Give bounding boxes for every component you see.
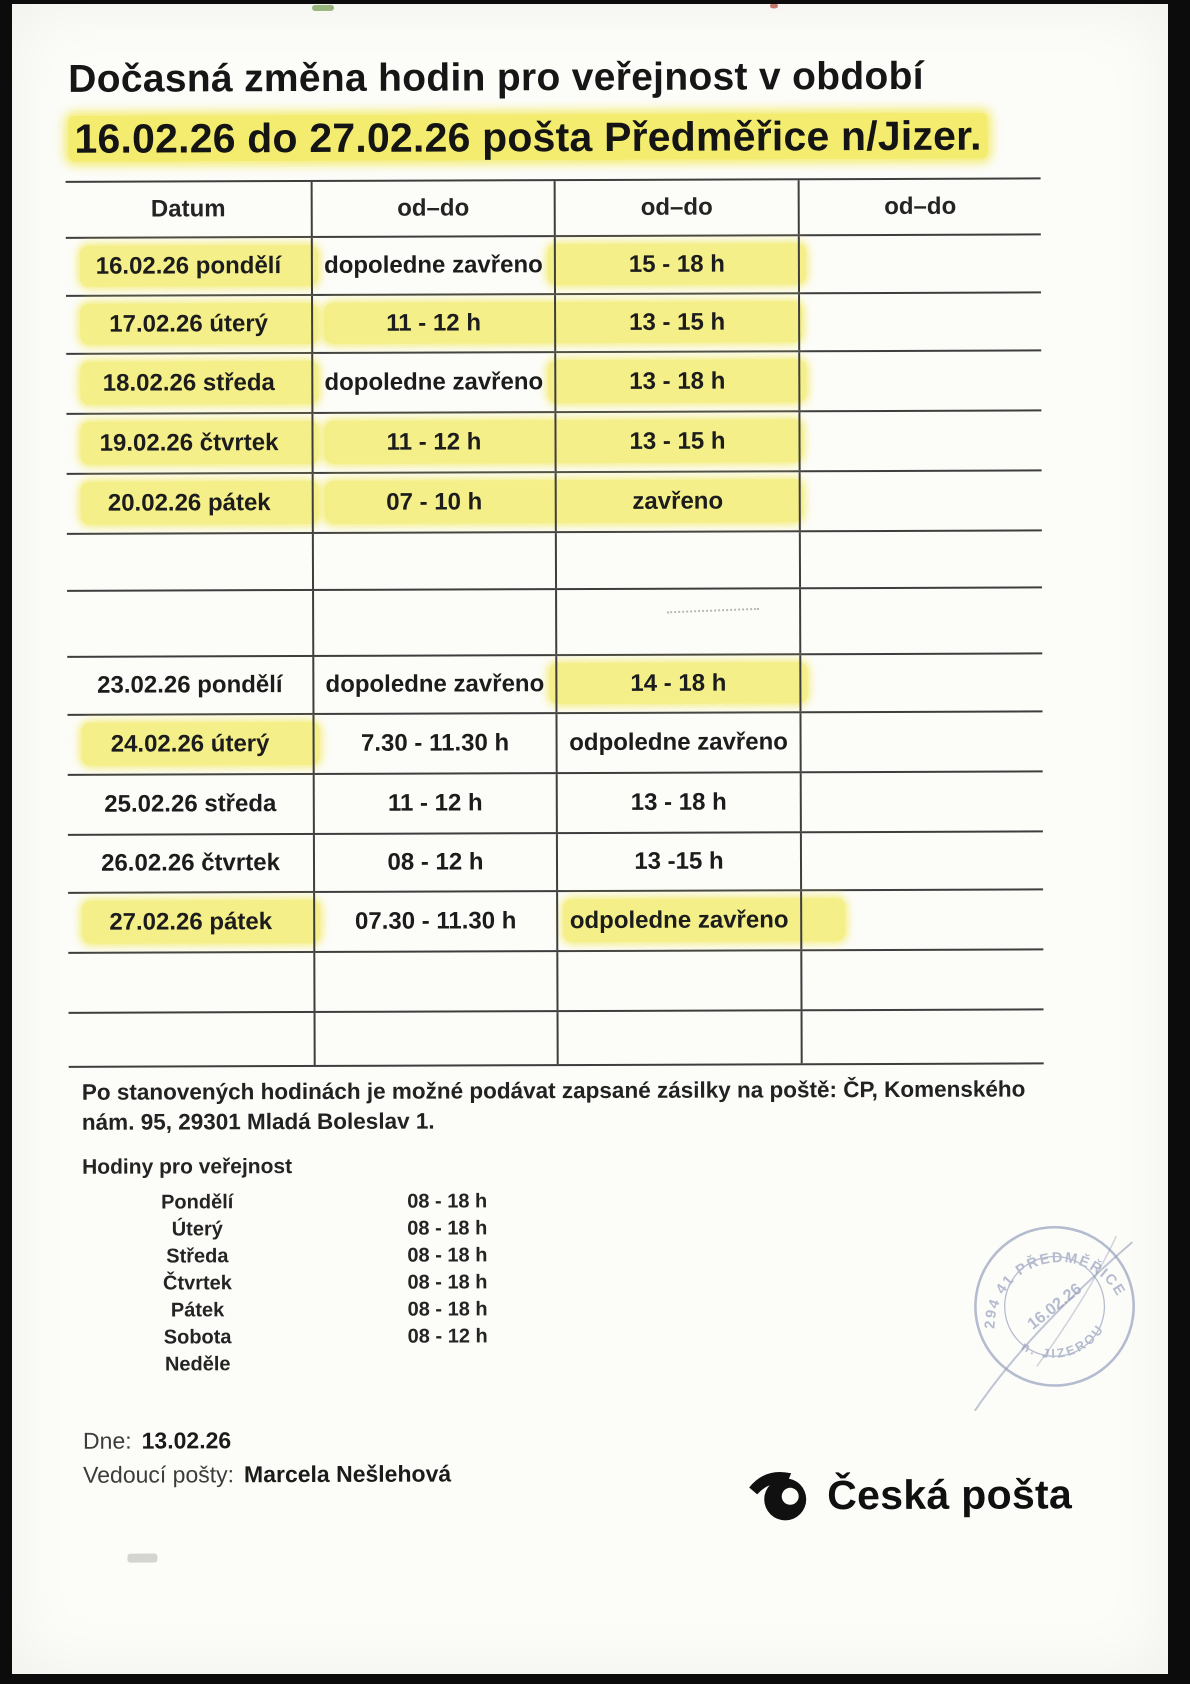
hours-day: Neděle (164, 1353, 231, 1376)
column-header-datum: Datum (150, 195, 226, 223)
post-horn-icon (745, 1465, 815, 1525)
table-row (67, 471, 1042, 534)
table-row-empty (69, 1010, 1044, 1067)
document-title-line2 (68, 112, 1108, 163)
cell-od-do-1: 11 - 12 h (311, 413, 554, 472)
table-row (67, 712, 1042, 775)
cell-datum (67, 534, 312, 590)
cell-datum: 24.02.26 úterý (110, 730, 270, 758)
cell-od-do-2 (555, 589, 799, 654)
hours-row (83, 1350, 603, 1379)
cell-od-do-1: 11 - 12 h (313, 774, 556, 833)
title-highlight: 16.02.26 do 27.02.26 pošta Předměřice n/Jizer. (68, 113, 987, 162)
scan-artifact (312, 5, 334, 11)
hours-day: Pátek (170, 1299, 225, 1322)
cell-od-do-2: odpoledne zavřeno (555, 713, 799, 772)
cell-od-do-3 (798, 351, 1041, 410)
cell-datum: 20.02.26 pátek (107, 489, 271, 517)
cell-datum: 17.02.26 úterý (109, 310, 269, 338)
cell-od-do-3 (800, 772, 1043, 831)
cell-od-do-2: odpoledne zavřeno (556, 891, 800, 950)
scan-artifact (127, 1554, 157, 1563)
scanned-page (12, 4, 1168, 1674)
cell-od-do-1 (312, 533, 555, 589)
document-manager (83, 1460, 451, 1488)
table-row (66, 411, 1041, 474)
cell-od-do-2: 13 - 18 h (556, 773, 800, 832)
public-hours-list (82, 1188, 603, 1379)
table-row (66, 235, 1041, 296)
cell-od-do-2: zavřeno (555, 472, 799, 531)
table-row (68, 832, 1043, 893)
table-row (67, 654, 1042, 715)
hours-value: 08 - 18 h (407, 1190, 488, 1213)
cell-datum: 27.02.26 pátek (109, 908, 273, 936)
stamp-date: 16.02.26 (1024, 1279, 1086, 1334)
manager-label: Vedoucí pošty: (83, 1461, 235, 1488)
cell-od-do-1: 07.30 - 11.30 h (313, 892, 556, 951)
cell-od-do-2 (555, 532, 799, 588)
hours-day: Úterý (171, 1218, 223, 1241)
hours-row (82, 1269, 602, 1298)
hours-value: 08 - 12 h (407, 1325, 488, 1348)
stamp-arc-bottom: n. JIZEROU (1019, 1320, 1108, 1362)
cell-od-do-3 (799, 531, 1042, 587)
cell-od-do-3 (799, 712, 1042, 771)
cell-od-do-2: 13 - 18 h (554, 352, 798, 411)
hours-day: Středa (166, 1245, 229, 1268)
document-date (83, 1427, 231, 1455)
document-content (12, 4, 1168, 1674)
hours-value: 08 - 18 h (407, 1271, 488, 1294)
cell-od-do-3 (799, 588, 1042, 653)
cell-od-do-3 (798, 411, 1041, 470)
cell-od-do-3 (798, 293, 1041, 350)
hours-value: 08 - 18 h (407, 1298, 488, 1321)
table-header-row (66, 179, 1041, 238)
cell-od-do-3 (800, 832, 1043, 889)
table-row-empty (67, 531, 1042, 591)
date-value: 13.02.26 (141, 1427, 232, 1454)
cell-od-do-1: dopoledne zavřeno (311, 353, 554, 412)
table-row (68, 772, 1043, 835)
cell-datum: 18.02.26 středa (102, 369, 275, 397)
cell-datum: 23.02.26 pondělí (97, 671, 283, 699)
cell-datum: 25.02.26 středa (104, 790, 277, 818)
hours-row (82, 1242, 602, 1271)
scan-artifact (770, 4, 778, 8)
cell-datum: 19.02.26 čtvrtek (99, 429, 279, 457)
cell-od-do-1: dopoledne zavřeno (312, 656, 555, 713)
manager-value: Marcela Nešlehová (243, 1460, 452, 1488)
cell-od-do-2: 13 - 15 h (554, 412, 798, 471)
brand-name: Česká pošta (827, 1470, 1073, 1518)
cell-datum: 16.02.26 pondělí (95, 252, 282, 280)
cell-datum (67, 591, 312, 656)
cell-od-do-1: 7.30 - 11.30 h (312, 714, 555, 773)
stamp-arc-top: 294 41 PŘEDMĚŘICE (982, 1249, 1129, 1330)
cell-datum: 26.02.26 čtvrtek (101, 849, 280, 877)
table-row (68, 890, 1043, 953)
hours-day: Sobota (163, 1326, 232, 1349)
cell-od-do-1: 07 - 10 h (312, 473, 555, 532)
hours-row (82, 1188, 602, 1217)
cell-od-do-2: 13 - 15 h (554, 294, 798, 351)
hours-value: 08 - 18 h (407, 1217, 488, 1240)
cell-od-do-1: 08 - 12 h (313, 834, 556, 891)
document-title-line1: Dočasná změna hodin pro veřejnost v období (68, 54, 924, 101)
cell-datum (69, 1013, 314, 1066)
cell-od-do-3 (798, 235, 1041, 292)
cell-od-do-3 (800, 950, 1043, 1009)
ceska-posta-brand (745, 1464, 1072, 1525)
cell-od-do-3 (800, 890, 1043, 949)
column-header-od-do-1: od–do (311, 181, 554, 236)
cell-od-do-1: dopoledne zavřeno (311, 237, 554, 294)
table-row (66, 351, 1041, 414)
after-hours-note: Po stanovených hodinách je možné podávat zapsané zásilky na poště: ČP, Komenského nám. 95, 29301 Mladá Boleslav 1. (81, 1076, 1026, 1136)
cell-od-do-2: 13 -15 h (556, 833, 800, 890)
cell-od-do-1 (312, 590, 555, 655)
column-header-od-do-2: od–do (554, 180, 798, 235)
cell-od-do-3 (799, 654, 1042, 711)
cell-od-do-2: 14 - 18 h (555, 655, 799, 712)
hours-day: Čtvrtek (162, 1272, 232, 1295)
cell-od-do-3 (801, 1010, 1044, 1063)
cell-od-do-2 (556, 951, 800, 1010)
schedule-table (66, 177, 1044, 1067)
table-row (66, 293, 1041, 354)
cell-od-do-3 (799, 471, 1042, 530)
table-row-empty (67, 588, 1042, 657)
table-row-empty (68, 950, 1043, 1013)
hours-day: Pondělí (161, 1191, 234, 1214)
cell-od-do-2: 15 - 18 h (554, 236, 798, 293)
column-header-od-do-3: od–do (798, 179, 1041, 234)
cell-od-do-1 (313, 952, 556, 1011)
cell-datum (68, 953, 313, 1012)
public-hours-title: Hodiny pro veřejnost (82, 1155, 293, 1179)
hours-row (82, 1215, 602, 1244)
date-label: Dne: (82, 1427, 132, 1454)
hours-row (83, 1323, 603, 1352)
cell-od-do-1: 11 - 12 h (311, 295, 554, 352)
hours-value: 08 - 18 h (407, 1244, 488, 1267)
cell-od-do-2 (557, 1011, 801, 1064)
hours-row (83, 1296, 603, 1325)
cell-od-do-1 (314, 1012, 557, 1065)
postmark-stamp (950, 1202, 1159, 1411)
